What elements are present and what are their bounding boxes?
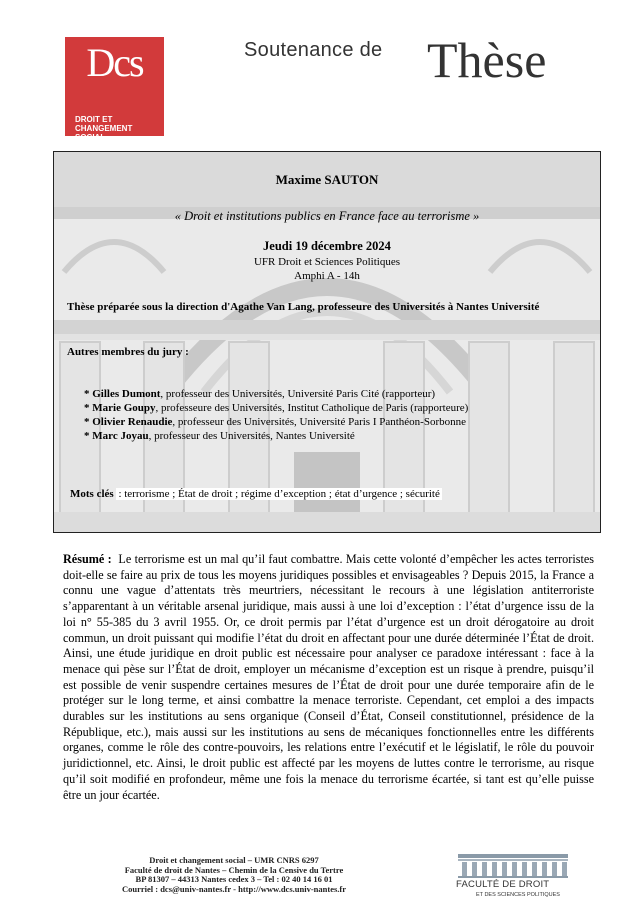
faculty-subname: ET DES SCIENCES POLITIQUES <box>476 892 560 898</box>
footer-address <box>100 856 368 894</box>
defense-venue: UFR Droit et Sciences Politiques <box>253 256 401 268</box>
keywords <box>70 488 442 501</box>
jury-member <box>84 430 355 443</box>
footer-line-faculty: Faculté de droit de Nantes – Chemin de la Censive du Tertre <box>124 864 344 875</box>
heading-soutenance: Soutenance de <box>244 39 383 61</box>
announcement-box <box>53 151 601 533</box>
jury-member-name: * Marc Joyau <box>84 430 149 442</box>
jury-member-role: , professeur des Universités, Université Paris I Panthéon-Sorbonne <box>172 416 467 428</box>
keywords-list: : terrorisme ; État de droit ; régime d’exception ; état d’urgence ; sécurité <box>118 488 440 500</box>
heading-these: Thèse <box>427 32 547 88</box>
jury-heading: Autres membres du jury : <box>67 346 189 358</box>
jury-member-role: , professeur des Universités, Université Paris Cité (rapporteur) <box>160 388 436 400</box>
logo-subtitle-line-2: CHANGEMENT SOCIAL <box>75 124 133 142</box>
abstract <box>63 552 594 803</box>
keywords-label: Mots clés <box>70 488 114 500</box>
logo-subtitle <box>75 115 164 142</box>
defense-date: Jeudi 19 décembre 2024 <box>263 239 391 253</box>
thesis-direction: Thèse préparée sous la direction d'Agathe Van Lang, professeure des Universités à Nantes Université <box>67 301 540 313</box>
jury-member-name: * Marie Goupy <box>84 402 156 414</box>
dcs-logo <box>65 37 164 142</box>
building-icon <box>450 852 580 878</box>
jury-member <box>84 416 466 429</box>
logo-monogram: Dcs <box>86 40 143 85</box>
jury-member <box>84 388 435 401</box>
footer-line-lab: Droit et changement social – UMR CNRS 6297 <box>149 855 319 865</box>
defense-room-time: Amphi A - 14h <box>294 270 360 282</box>
jury-member-role: , professeure des Universités, Institut Catholique de Paris (rapporteure) <box>155 402 469 414</box>
jury-member-name: * Olivier Renaudie <box>84 416 173 428</box>
thesis-title: « Droit et institutions publics en France face au terrorisme » <box>174 209 480 223</box>
footer-line-postal: BP 81307 – 44313 Nantes cedex 3 – Tel : 02 40 14 16 01 <box>135 874 333 884</box>
faculty-name: FACULTÉ DE DROIT <box>456 879 550 890</box>
candidate-name: Maxime SAUTON <box>275 172 379 187</box>
abstract-text: Le terrorisme est un mal qu’il faut combattre. Mais cette volonté d’empêcher les actes terroristes doit-elle se faire au prix de tous les moyens juridiques possibles et envisageables ? Depuis 2015, la France a connu une vague d’attentats très meurtriers, nécessitant le recours à une législation antiterroriste s’apparentant à un véritable arsenal juridique, mais aussi à une loi d’exception : l’état d’urgence issu de la loi n° 55-385 du 3 avril 1955. Or, ce droit permis par l’état d’urgence est un droit dérogatoire au droit commun, un droit puissant qui modifie l’état du droit en affectant pour une durée déterminée l’État de droit. Ainsi, une étude juridique en droit public est nécessaire pour analyser ce paradoxe intéressant : face à la menace qui pèse sur l’État de droit, employer un mécanisme d’exception est un risque à prendre, puisqu’il est possible de venir suspendre certaines mesures de l’État de droit pour une durée temporaire afin de le protéger sur le long terme, et ainsi combattre la menace terroriste. Cependant, cet emploi a des impacts durables sur les institutions au sens organique (Conseil d’État, Conseil constitutionnel, présidence de la République, etc.), mais aussi sur les institutions au sens de mécaniques fonctionnelles entre les différents organes, comme le rôle des contre-pouvoirs, les relations entre l’exécutif et le législatif, le rôle du pouvoir juridictionnel, etc. Ainsi, le droit public est affecté par les moyens de luttes contre le terrorisme, au risque qu’il soit modifié en profondeur, même une fois la menace du terrorisme écartée, si tant est qu’elle puisse être un jour écartée. <box>63 552 594 802</box>
jury-member-name: * Gilles Dumont <box>84 388 161 400</box>
jury-member <box>84 402 468 415</box>
logo-subtitle-line-1: DROIT ET <box>75 115 113 124</box>
footer-line-contact: Courriel : dcs@univ-nantes.fr - http://www.dcs.univ-nantes.fr <box>121 883 347 894</box>
abstract-label: Résumé : <box>63 552 112 566</box>
jury-member-role: , professeur des Universités, Nantes Université <box>148 430 355 442</box>
